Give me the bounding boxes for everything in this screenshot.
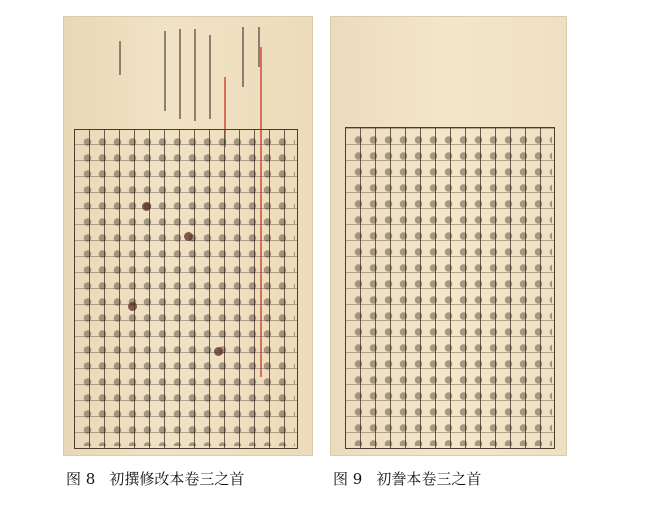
figure-9-image (330, 16, 567, 456)
manuscript-page-revised (64, 17, 312, 455)
figure-title: 初撰修改本卷三之首 (109, 470, 245, 488)
ink-mark (184, 232, 193, 241)
text-grid (345, 127, 555, 449)
text-grid (74, 129, 298, 449)
figure-9-caption (333, 468, 481, 489)
handwritten-notes (124, 25, 274, 125)
printed-characters (77, 132, 295, 446)
ink-mark (128, 302, 137, 311)
manuscript-page-clean (331, 17, 566, 455)
printed-characters (348, 130, 552, 446)
figure-number: 图 9 (333, 470, 363, 488)
ink-mark (142, 202, 151, 211)
figure-8-caption (66, 468, 244, 489)
figure-title: 初誊本卷三之首 (376, 470, 482, 488)
figure-8-image (63, 16, 313, 456)
figure-number: 图 8 (66, 470, 96, 488)
ink-mark (214, 347, 223, 356)
